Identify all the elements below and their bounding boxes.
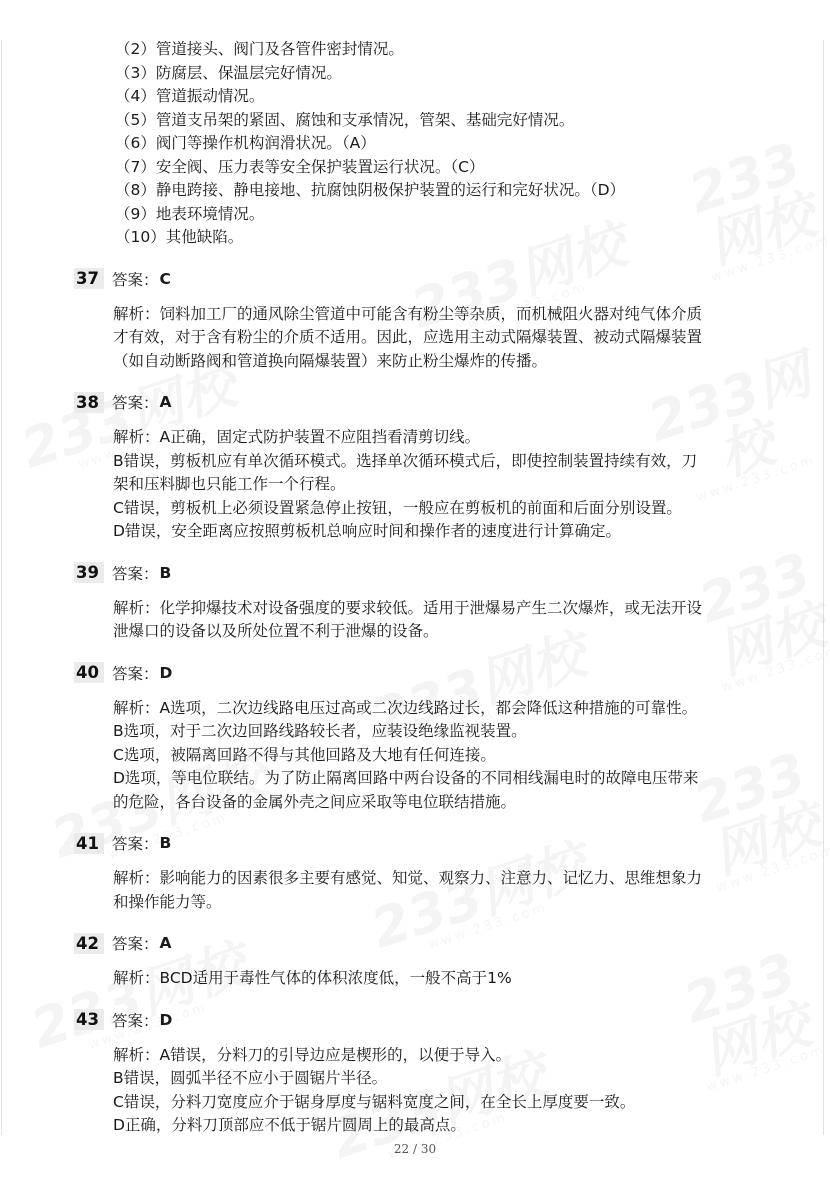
answer-label: 答案：	[112, 935, 159, 953]
explanation	[0, 1044, 830, 1138]
explanation-line: C错误，分料刀宽度应介于锯身厚度与锯料宽度之间，在全长上厚度要一致。	[113, 1092, 636, 1111]
question-41	[0, 829, 830, 914]
list-item: （4）管道振动情况。	[115, 87, 265, 105]
question-number: 42	[74, 933, 104, 954]
explanation-line: D正确，分料刀顶部应不低于锯片圆周上的最高点。	[113, 1116, 466, 1134]
explanation-line: B错误，剪板机应有单次循环模式。选择单次循环模式后，即使控制装置持续有效，刀	[113, 451, 698, 470]
answer-header	[0, 829, 830, 857]
explanation	[0, 597, 830, 644]
question-number: 39	[74, 562, 104, 583]
inspection-items-list	[0, 38, 830, 250]
list-item: （5）管道支吊架的紧固、腐蚀和支承情况，管架、基础完好情况。	[115, 110, 575, 129]
explanation	[0, 697, 830, 815]
list-item: （10）其他缺陷。	[115, 228, 244, 246]
answer-value: A	[159, 934, 172, 952]
answer-value: B	[159, 834, 172, 852]
answer-label: 答案：	[112, 270, 159, 289]
answer-label: 答案：	[112, 664, 159, 683]
explanation-line: 解析：A正确，固定式防护装置不应阻挡看清剪切线。	[113, 428, 481, 446]
answer-header	[0, 659, 830, 687]
explanation-line: 解析：饲料加工厂的通风除尘管道中可能含有粉尘等杂质，而机械阻火器对纯气体介质	[113, 304, 703, 323]
answer-header	[0, 388, 830, 416]
question-number: 37	[74, 268, 104, 289]
list-item: （3）防腐层、保温层完好情况。	[115, 63, 342, 82]
explanation	[0, 867, 830, 914]
answer-header	[0, 559, 830, 587]
explanation-line: D错误，安全距离应按照剪板机总响应时间和操作者的速度进行计算确定。	[113, 522, 621, 540]
list-item: （8）静电跨接、静电接地、抗腐蚀阴极保护装置的运行和完好状况。（D）	[115, 181, 626, 199]
question-37	[0, 265, 830, 374]
answer-header	[0, 265, 830, 293]
explanation-line: B错误，圆弧半径不应小于圆锯片半径。	[113, 1069, 388, 1087]
answer-value: B	[159, 563, 172, 582]
answer-label: 答案：	[112, 1011, 159, 1030]
question-42	[0, 929, 830, 991]
explanation-line: 和操作能力等。	[113, 892, 222, 911]
question-number: 38	[74, 392, 104, 413]
list-item: （9）地表环境情况。	[115, 204, 265, 223]
page-indicator: 22 / 30	[393, 1142, 437, 1156]
question-43	[0, 1006, 830, 1138]
explanation	[0, 967, 830, 991]
explanation-line: 解析：A错误，分料刀的引导边应是楔形的，以便于导入。	[113, 1045, 512, 1064]
list-item: （6）阀门等操作机构润滑状况。（A）	[115, 134, 376, 152]
answer-label: 答案：	[112, 394, 159, 412]
question-39	[0, 559, 830, 644]
explanation-line: B选项，对于二次边回路线路较长者，应装设绝缘监视装置。	[113, 722, 527, 740]
question-number: 41	[74, 833, 104, 854]
explanation-line: 才有效，对于含有粉尘的介质不适用。因此，应选用主动式隔爆装置、被动式隔爆装置	[113, 328, 703, 346]
explanation-line: C选项，被隔离回路不得与其他回路及大地有任何连接。	[113, 745, 496, 764]
explanation-line: 解析：影响能力的因素很多主要有感觉、知觉、观察力、注意力、记忆力、思维想象力	[113, 869, 703, 887]
explanation-line: 解析：化学抑爆技术对设备强度的要求较低。适用于泄爆易产生二次爆炸，或无法开设	[113, 598, 703, 617]
explanation	[0, 426, 830, 544]
answer-label: 答案：	[112, 564, 159, 583]
explanation	[0, 303, 830, 374]
list-item: （7）安全阀、压力表等安全保护装置运行状况。（C）	[115, 157, 485, 176]
answer-label: 答案：	[112, 835, 159, 853]
question-number: 43	[74, 1009, 104, 1030]
explanation-line: 解析：BCD适用于毒性气体的体积浓度低，一般不高于1%	[113, 969, 512, 987]
answer-header	[0, 1006, 830, 1034]
answer-value: D	[159, 663, 173, 682]
explanation-line: C错误，剪板机上必须设置紧急停止按钮，一般应在剪板机的前面和后面分别设置。	[113, 498, 682, 517]
answer-value: A	[159, 393, 172, 411]
answer-header	[0, 929, 830, 957]
explanation-line: 解析：A选项，二次边线路电压过高或二次边线路过长，都会降低这种措施的可靠性。	[113, 698, 698, 717]
explanation-line: D选项，等电位联结。为了防止隔离回路中两台设备的不同相线漏电时的故障电压带来	[113, 769, 699, 787]
answer-value: C	[159, 269, 171, 288]
question-40	[0, 659, 830, 815]
explanation-line: 架和压料脚也只能工作一个行程。	[113, 475, 346, 493]
explanation-line: 泄爆口的设备以及所处位置不利于泄爆的设备。	[113, 622, 439, 640]
answer-value: D	[159, 1010, 173, 1029]
question-38	[0, 388, 830, 544]
list-item: （2）管道接头、阀门及各管件密封情况。	[115, 40, 404, 58]
question-number: 40	[74, 662, 104, 683]
explanation-line: （如自动断路阀和管道换向隔爆装置）来防止粉尘爆炸的传播。	[113, 351, 548, 370]
document-content	[0, 38, 830, 1138]
explanation-line: 的危险，各台设备的金属外壳之间应采取等电位联结措施。	[113, 792, 517, 811]
